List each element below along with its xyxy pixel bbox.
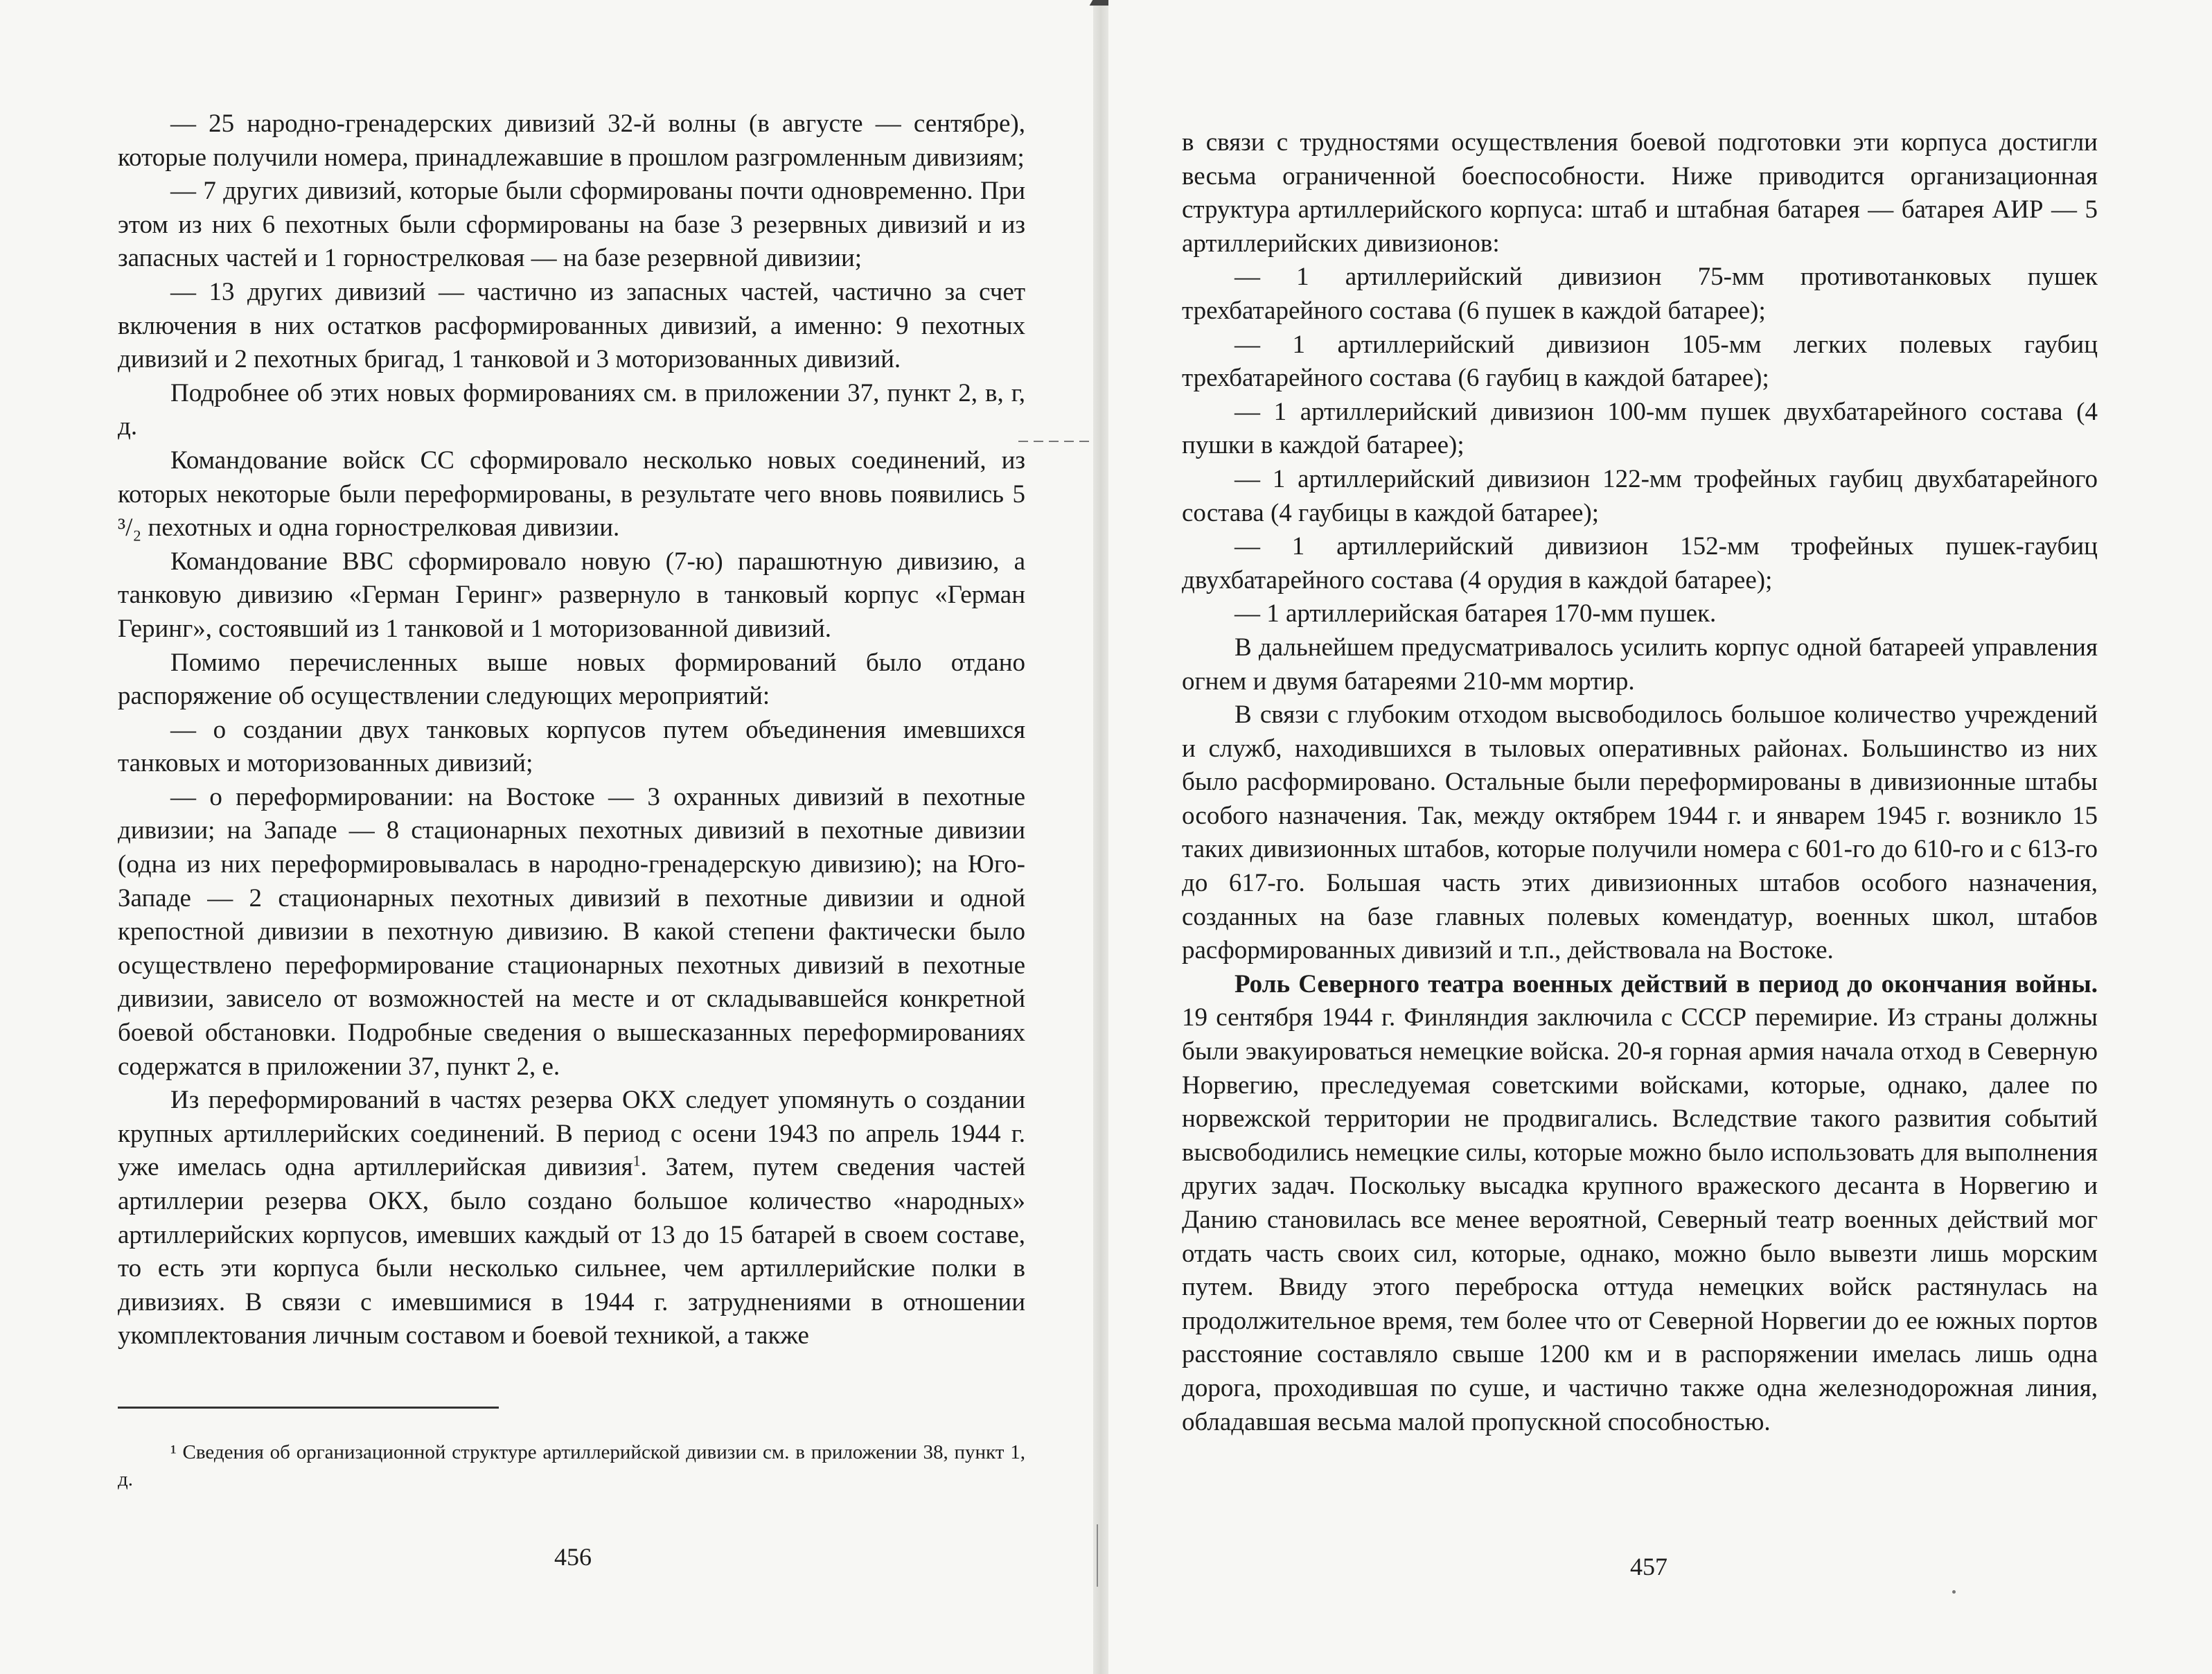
page-number: 457	[1630, 1553, 1667, 1580]
paragraph	[118, 1084, 1025, 1353]
gutter-shadow-line	[1097, 1524, 1098, 1587]
paragraph: Помимо перечисленных выше новых формирований было отдано распоряжение об осуществлении следующих мероприятий:	[118, 648, 1025, 711]
paragraph: — 25 народно-гренадерских дивизий 32-й волны (в августе — сентябре), которые получили номера, принадлежавшие в прошлом разгромленным дивизиям;	[118, 109, 1025, 172]
right-page-text	[1182, 126, 2098, 1439]
paragraph	[1182, 968, 2098, 1439]
paragraph: — 1 артиллерийская батарея 170-мм пушек.	[1235, 599, 1717, 628]
paragraph: — 1 артиллерийский дивизион 75-мм противотанковых пушек трехбатарейного состава (6 пушек в каждой батарее);	[1182, 263, 2098, 325]
paragraph: — о создании двух танковых корпусов путем объединения имевшихся танковых и моторизованных дивизий;	[118, 715, 1025, 778]
paragraph: Командование войск СС сформировало несколько новых соединений, из которых некоторые были переформированы, в результате чего вновь появились 5 ³/₂ пехотных и одна горнострелковая дивизии.	[118, 446, 1025, 543]
scan-dash-mark	[1018, 441, 1095, 442]
paragraph-text: . Затем, путем сведения частей артиллерии резерва ОКХ, было создано большое количество «народных» артиллерийских корпусов, имевших каждый от 13 до 15 батарей в своем составе, то есть эти корпуса были несколько сильнее, чем артиллерийские полки в дивизиях. В связи с имевшимися в 1944 г. затруднениями в отношении укомплектования личным составом и боевой техникой, а также	[118, 1153, 1026, 1350]
paragraph: В связи с глубоким отходом высвободилось большое количество учреждений и служб, находившихся в тыловых оперативных районах. Большинство из них было расформировано. Остальные были переформированы в дивизионные штабы особого назначения. Так, между октябрем 1944 г. и январем 1945 г. возникло 15 таких дивизионных штабов, которые получили номера с 601-го до 610-го и с 613-го до 617-го. Большая часть этих дивизионных штабов особого назначения, созданных на базе главных полевых комендатур, военных школ, штабов расформированных дивизий и т.п., действовала на Востоке.	[1182, 701, 2098, 965]
paragraph: — 1 артиллерийский дивизион 105-мм легких полевых гаубиц трехбатарейного состава (6 гаубиц в каждой батарее);	[1182, 330, 2098, 393]
paragraph: — 1 артиллерийский дивизион 152-мм трофейных пушек-гаубиц двухбатарейного состава (4 орудия в каждой батарее);	[1182, 532, 2098, 594]
left-page	[0, 0, 1095, 1674]
paragraph: Командование ВВС сформировало новую (7-ю) парашютную дивизию, а танковую дивизию «Герман Геринг» развернуло в танковый корпус «Герман Геринг», состоявший из 1 танковой и 1 моторизованной дивизий.	[118, 547, 1025, 643]
page-number: 456	[554, 1543, 592, 1571]
book-gutter	[1093, 0, 1110, 1674]
paragraph-text: 19 сентября 1944 г. Финляндия заключила с СССР перемирие. Из страны должны были эвакуироваться немецкие войска. 20-я горная армия начала отход в Северную Норвегию, преследуемая советскими войсками, которые, однако, далее по норвежской территории не продвигались. Вследствие такого развития событий высвободились немецкие силы, которые можно было использовать для выполнения других задач. Поскольку высадка крупного вражеского десанта в Норвегию и Данию становилась все менее вероятной, Северный театр военных действий мог отдать часть своих сил, которые, однако, можно было вывезти лишь морским путем. Ввиду этого переброска оттуда немецких войск растянулась на продолжительное время, тем более что от Северной Норвегии до ее южных портов расстояние составляло свыше 1200 км и в распоряжении имелась лишь одна дорога, проходившая по суше, и частично также одна железнодорожная линия, обладавшая весьма малой пропускной способностью.	[1182, 1003, 2098, 1436]
footnote: ¹ Сведения об организационной структуре артиллерийской дивизии см. в приложении 38, пункт 1, д.	[118, 1441, 1025, 1490]
paragraph: в связи с трудностями осуществления боевой подготовки эти корпуса достигли весьма ограниченной боеспособности. Ниже приводится организационная структура артиллерийского корпуса: штаб и штабная батарея — батарея АИР — 5 артиллерийских дивизионов:	[1182, 128, 2098, 258]
right-page	[1108, 0, 2212, 1674]
paragraph: В дальнейшем предусматривалось усилить корпус одной батареей управления огнем и двумя батареями 210-мм мортир.	[1182, 633, 2098, 696]
paragraph: — 13 других дивизий — частично из запасных частей, частично за счет включения в них остатков расформированных дивизий, а именно: 9 пехотных дивизий и 2 пехотных бригад, 1 танковой и 3 моторизованных дивизий.	[118, 277, 1025, 374]
paragraph: — 7 других дивизий, которые были сформированы почти одновременно. При этом из них 6 пехотных были сформированы на базе 3 резервных дивизий и из запасных частей и 1 горнострелковая — на базе резервной дивизии;	[118, 177, 1025, 273]
scan-speck	[1952, 1590, 1956, 1594]
paragraph: — 1 артиллерийский дивизион 122-мм трофейных гаубиц двухбатарейного состава (4 гаубицы в каждой батарее);	[1182, 464, 2098, 527]
footnote-marker: 1	[632, 1152, 641, 1170]
footnote-rule	[118, 1407, 499, 1409]
left-page-text	[118, 107, 1025, 1353]
section-heading: Роль Северного театра военных действий в период до окончания войны.	[1235, 969, 2098, 998]
paragraph: — 1 артиллерийский дивизион 100-мм пушек двухбатарейного состава (4 пушки в каждой батарее);	[1182, 397, 2098, 460]
paragraph: Подробнее об этих новых формированиях см. в приложении 37, пункт 2, в, г, д.	[118, 378, 1025, 441]
paragraph: — о переформировании: на Востоке — 3 охранных дивизий в пехотные дивизии; на Западе — 8 стационарных пехотных дивизий в пехотные дивизии (одна из них переформировывалась в народно-гренадерскую дивизию); на Юго-Западе — 2 стационарных пехотных дивизий в пехотные дивизии и одной крепостной дивизии в пехотную дивизию. В какой степени фактически было осуществлено переформирование стационарных пехотных дивизий в пехотные дивизии, зависело от возможностей на месте и от складывавшейся конкретной боевой обстановки. Подробные сведения о вышесказанных переформированиях содержатся в приложении 37, пункт 2, е.	[118, 782, 1025, 1081]
paragraph-text: Из переформирований в частях резерва ОКХ следует упомянуть о создании крупных артиллерийских соединений. В период с осени 1943 по апрель 1944 г. уже имелась одна артиллерийская дивизия	[118, 1086, 1025, 1182]
